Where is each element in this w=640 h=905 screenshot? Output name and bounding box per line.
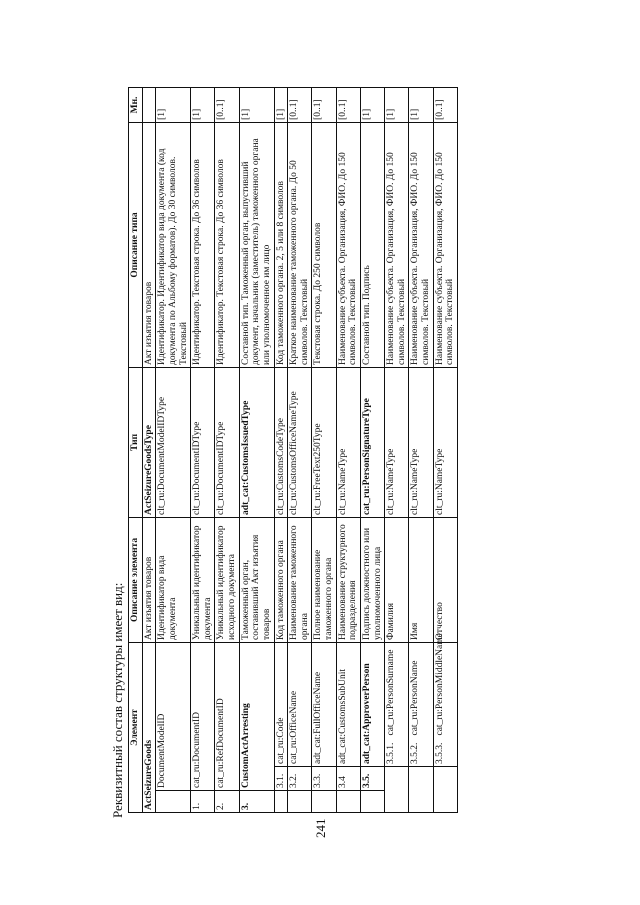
cell-num: 3.5.3.: [434, 742, 445, 764]
cell-element: cat_ru:Code: [274, 642, 288, 766]
cell-element: cat_ru:DocumentID: [191, 642, 215, 790]
cell-element: DocumentModelID: [156, 642, 191, 790]
cell-mult: [0..1]: [288, 87, 312, 122]
page-number: 241: [313, 818, 328, 838]
cell-num: 3.2.: [288, 767, 312, 791]
cell-element: adt_cat:CustomsSubUnit: [336, 642, 360, 766]
cell-desc: Подпись должностного или уполномоченного лица: [360, 517, 384, 642]
cell-type-desc: Идентификатор. Текстовая строка. До 36 символов: [191, 122, 215, 367]
table-row: [433, 87, 457, 812]
table-row: [409, 87, 433, 812]
table-row: [336, 87, 360, 812]
cell-mult: [1]: [191, 87, 215, 122]
cell-type: clt_ru:NameType: [385, 367, 409, 517]
cell-mult: [1]: [156, 87, 191, 122]
cell-desc: Код таможенного органа: [274, 517, 288, 642]
table-row: [274, 87, 288, 812]
cell-desc: Таможенный орган, составивший Акт изъятия товаров: [239, 517, 274, 642]
cell-desc: Уникальный идентификатор исходного документа: [215, 517, 239, 642]
cell-type-desc: Идентификатор. Текстовая строка. До 36 символов: [215, 122, 239, 367]
cell-mult: [1]: [385, 87, 409, 122]
cell-num: 1.: [191, 791, 215, 813]
cell-desc: Наименование структурного подразделения: [336, 517, 360, 642]
cell-type: clt_ru:NameType: [336, 367, 360, 517]
cell-mult: [1]: [360, 87, 384, 122]
cell-type: clt_ru:NameType: [433, 367, 457, 517]
table-row: [288, 87, 312, 812]
cell-desc: Имя: [409, 517, 433, 642]
cell-type: adt_cat:CustomsIssuedType: [239, 367, 274, 517]
cell-mult: [0..1]: [312, 87, 336, 122]
cell-num: 3.1.: [274, 767, 288, 791]
col-header-type-desc: Описание типа: [129, 122, 143, 367]
table-row: [360, 87, 384, 812]
cell-type: clt_ru:DocumentIDType: [191, 367, 215, 517]
cell-mult: [142, 87, 156, 122]
cell-type: clt_ru:CustomsCodeType: [274, 367, 288, 517]
cell-num: 3.3.: [312, 767, 336, 791]
cell-type-desc: Составной тип. Подпись: [360, 122, 384, 367]
cell-num: 3.5.1.: [386, 742, 397, 764]
cell-desc: Наименование таможенного органа: [288, 517, 312, 642]
cell-element: cat_ru:PersonMiddleName: [434, 633, 445, 736]
cell-type: clt_ru:DocumentIDType: [215, 367, 239, 517]
cell-element: adt_cat:ApproverPerson: [360, 642, 384, 766]
requisites-table: [128, 87, 458, 813]
cell-mult: [0..1]: [336, 87, 360, 122]
intro-text: Реквизитный состав структуры имеет вид:: [110, 582, 125, 818]
cell-type-desc: Текстовая строка. До 250 символов: [312, 122, 336, 367]
table-row: [385, 87, 409, 812]
cell-type: cat_ru:PersonSignatureType: [360, 367, 384, 517]
cell-num: 2.: [215, 791, 239, 813]
cell-type-desc: Краткое наименование таможенного органа. До 50 символов. Текстовый: [288, 122, 312, 367]
table-row: [215, 87, 239, 812]
cell-num: 3.5.2.: [410, 742, 421, 764]
cell-mult: [0..1]: [433, 87, 457, 122]
col-header-element-desc: Описание элемента: [129, 517, 143, 642]
cell-desc: Идентификатор вида документа: [156, 517, 191, 642]
cell-type-desc: Наименование субъекта. Организация, ФИО. До 150 символов. Текстовый: [385, 122, 409, 367]
cell-mult: [1]: [239, 87, 274, 122]
cell-element: ActSeizureGoods: [142, 642, 156, 812]
cell-type: clt_ru:FreeText250Type: [312, 367, 336, 517]
cell-type-desc: Акт изъятия товаров: [142, 122, 156, 367]
cell-num: 3.: [239, 791, 274, 813]
cell-type: clt_ru:CustomsOfficeNameType: [288, 367, 312, 517]
cell-desc: Акт изъятия товаров: [142, 517, 156, 642]
cell-desc: Фамилия: [385, 517, 409, 642]
table-row: [312, 87, 336, 812]
cell-mult: [1]: [409, 87, 433, 122]
cell-num: 3.4: [336, 767, 360, 791]
col-header-element: Элемент: [129, 642, 143, 812]
cell-type-desc: Наименование субъекта. Организация, ФИО. До 150 символов. Текстовый: [336, 122, 360, 367]
cell-mult: [1]: [274, 87, 288, 122]
cell-element: adt_cat:FullOfficeName: [312, 642, 336, 766]
table-row-root: [142, 87, 156, 812]
cell-num: [156, 791, 191, 813]
cell-desc: Уникальный идентификатор документа: [191, 517, 215, 642]
cell-type-desc: Наименование субъекта. Организация, ФИО. До 150 символов. Текстовый: [433, 122, 457, 367]
cell-element: cat_ru:PersonSurname: [386, 649, 397, 736]
cell-type: ActSeizureGoodsType: [142, 367, 156, 517]
col-header-mult: Мн.: [129, 87, 143, 122]
col-header-type: Тип: [129, 367, 143, 517]
cell-desc: Полное наименование таможенного органа: [312, 517, 336, 642]
cell-desc: Отчество: [433, 517, 457, 642]
table-row: [156, 87, 191, 812]
cell-element: CustomActArresting: [239, 642, 274, 790]
cell-type-desc: Составной тип. Таможенный орган, выпустивший документ, начальник (заместитель) таможенного органа или уполномоченное им лицо: [239, 122, 274, 367]
cell-type-desc: Код таможенного органа. 2, 5 или 8 символов: [274, 122, 288, 367]
cell-type: clt_ru:NameType: [409, 367, 433, 517]
table-row: [191, 87, 215, 812]
table-header-row: [129, 87, 143, 812]
cell-num: 3.5.: [360, 767, 384, 791]
cell-mult: [0..1]: [215, 87, 239, 122]
cell-element: cat_ru:PersonName: [410, 660, 421, 736]
cell-element: cat_ru:RefDocumentID: [215, 642, 239, 790]
cell-type: clt_ru:DocumentModelIDType: [156, 367, 191, 517]
cell-type-desc: Идентификатор. Идентификатор вида документа (код документа по Альбому форматов). До 30 символов. Текстовый: [156, 122, 191, 367]
cell-element: cat_ru:OfficeName: [288, 642, 312, 766]
cell-type-desc: Наименование субъекта. Организация, ФИО. До 150 символов. Текстовый: [409, 122, 433, 367]
table-row: [239, 87, 274, 812]
requisites-table-container: [128, 88, 548, 813]
